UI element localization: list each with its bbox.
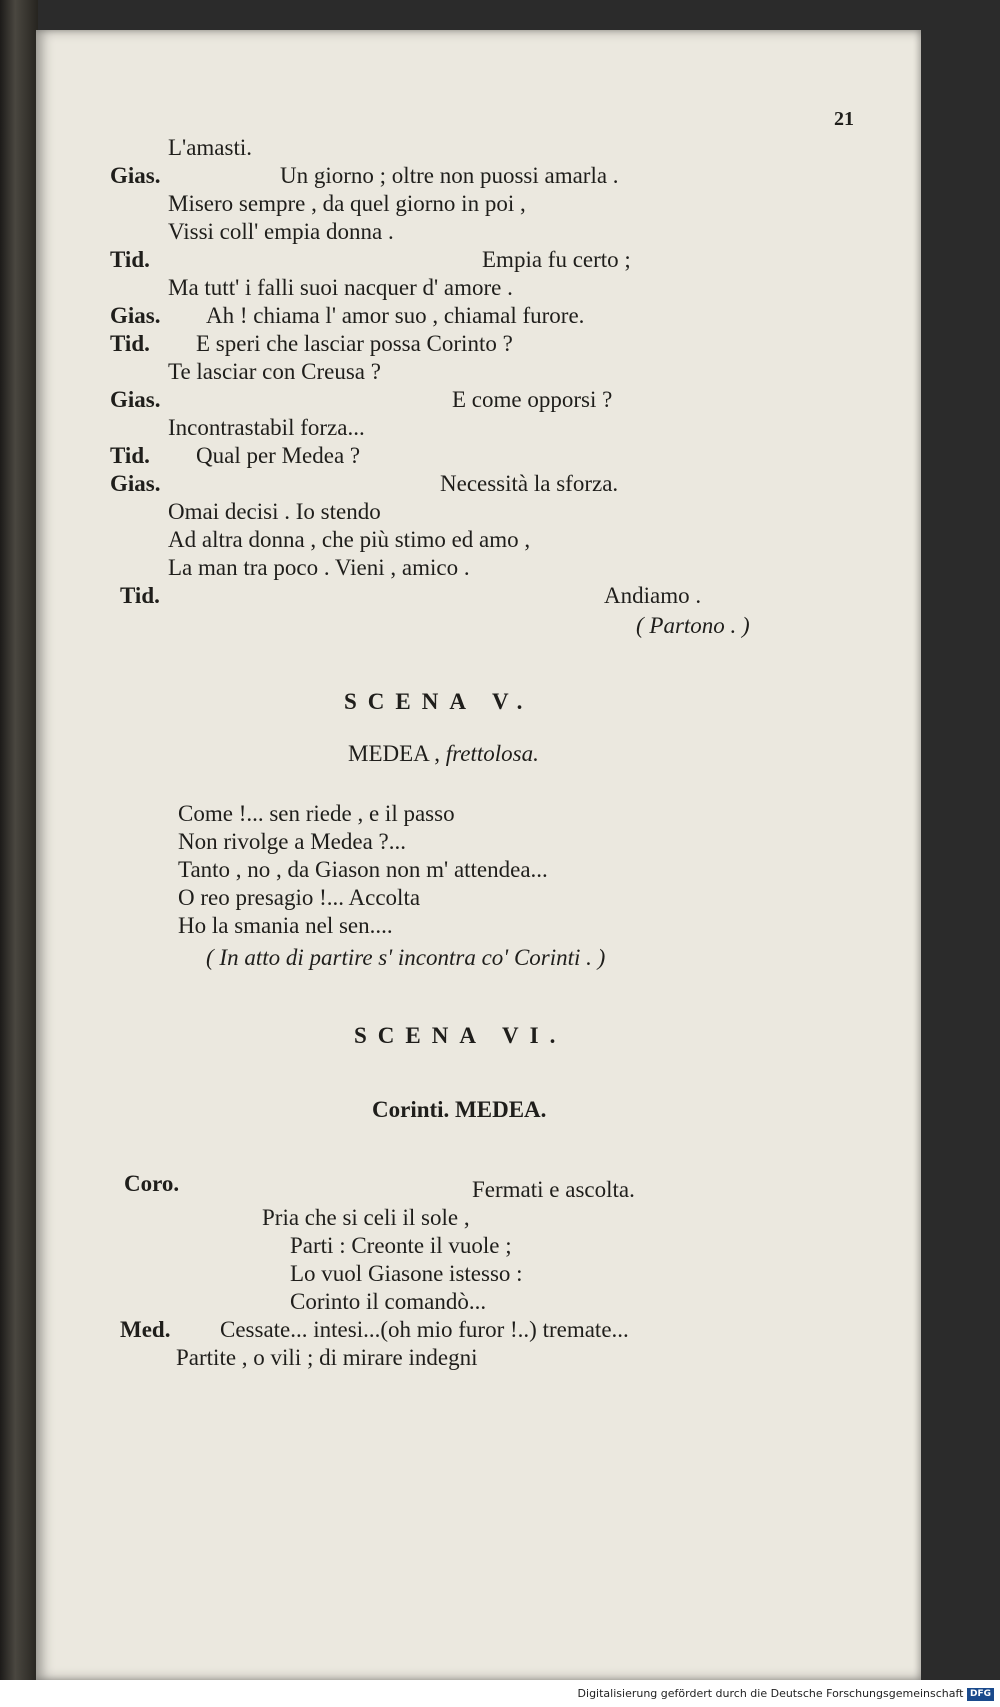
verse-line: Misero sempre , da quel giorno in poi ,	[168, 191, 526, 216]
verse-line: Non rivolge a Medea ?...	[178, 829, 407, 854]
speaker-label: Coro.	[124, 1171, 180, 1196]
book-spine	[0, 0, 38, 1680]
verse-line: E speri che lasciar possa Corinto ?	[196, 331, 513, 356]
verse-line: Ad altra donna , che più stimo ed amo ,	[168, 527, 531, 552]
verse-line: Un giorno ; oltre non puossi amarla .	[280, 163, 619, 188]
speaker-label: Gias.	[110, 387, 161, 412]
scene-title: SCENA VI.	[354, 1023, 567, 1048]
footer-credit: Digitalisierung gefördert durch die Deutsche Forschungsgemeinschaft	[577, 1687, 964, 1700]
scene-title: SCENA V.	[344, 689, 534, 714]
digitization-footer	[0, 1680, 1000, 1707]
verse-line: Corinto il comandò...	[290, 1289, 487, 1314]
speaker-label: Gias.	[110, 163, 161, 188]
speaker-label: Gias.	[110, 471, 161, 496]
verse-line: Cessate... intesi...(oh mio furor !..) tremate...	[220, 1317, 629, 1342]
verse-line: Partite , o vili ; di mirare indegni	[176, 1345, 478, 1370]
stage-direction: ( In atto di partire s' incontra co' Corinti . )	[206, 945, 606, 970]
scene-characters	[348, 740, 539, 767]
verse-line: Ho la smania nel sen....	[178, 913, 393, 938]
verse-line: Ma tutt' i falli suoi nacquer d' amore .	[168, 275, 513, 300]
verse-line: Come !... sen riede , e il passo	[178, 801, 455, 826]
verse-line: Fermati e ascolta.	[472, 1177, 635, 1202]
scene-characters: Corinti. MEDEA.	[372, 1097, 547, 1122]
verse-line: Tanto , no , da Giason non m' attendea...	[178, 857, 548, 882]
speaker-label: Gias.	[110, 303, 161, 328]
verse-line: E come opporsi ?	[452, 387, 613, 412]
verse-line: Te lasciar con Creusa ?	[168, 359, 381, 384]
page-number: 21	[834, 108, 854, 130]
speaker-label: Tid.	[110, 331, 150, 356]
verse-line: Lo vuol Giasone istesso :	[290, 1261, 523, 1286]
speaker-label: Tid.	[110, 247, 150, 272]
stage-direction: ( Partono . )	[636, 613, 750, 638]
verse-line: Pria che si celi il sole ,	[262, 1205, 470, 1230]
verse-line: Ah ! chiama l' amor suo , chiamal furore.	[206, 303, 585, 328]
speaker-label: Tid.	[110, 443, 150, 468]
verse-line: O reo presagio !... Accolta	[178, 885, 421, 910]
speaker-label: Med.	[120, 1317, 171, 1342]
verse-line: L'amasti.	[168, 135, 252, 160]
dfg-logo: DFG	[967, 1688, 994, 1701]
verse-line: La man tra poco . Vieni , amico .	[168, 555, 470, 580]
book-page	[36, 30, 921, 1680]
character-direction: frettolosa.	[445, 741, 539, 766]
speaker-label: Tid.	[120, 583, 160, 608]
verse-line: Andiamo .	[604, 583, 702, 608]
verse-line: Necessità la sforza.	[440, 471, 619, 496]
verse-line: Empia fu certo ;	[482, 247, 631, 272]
verse-line: Omai decisi . Io stendo	[168, 499, 381, 524]
character-name: MEDEA ,	[348, 741, 440, 766]
verse-line: Incontrastabil forza...	[168, 415, 365, 440]
verse-line: Vissi coll' empia donna .	[168, 219, 394, 244]
verse-line: Parti : Creonte il vuole ;	[290, 1233, 512, 1258]
verse-line: Qual per Medea ?	[196, 443, 361, 468]
